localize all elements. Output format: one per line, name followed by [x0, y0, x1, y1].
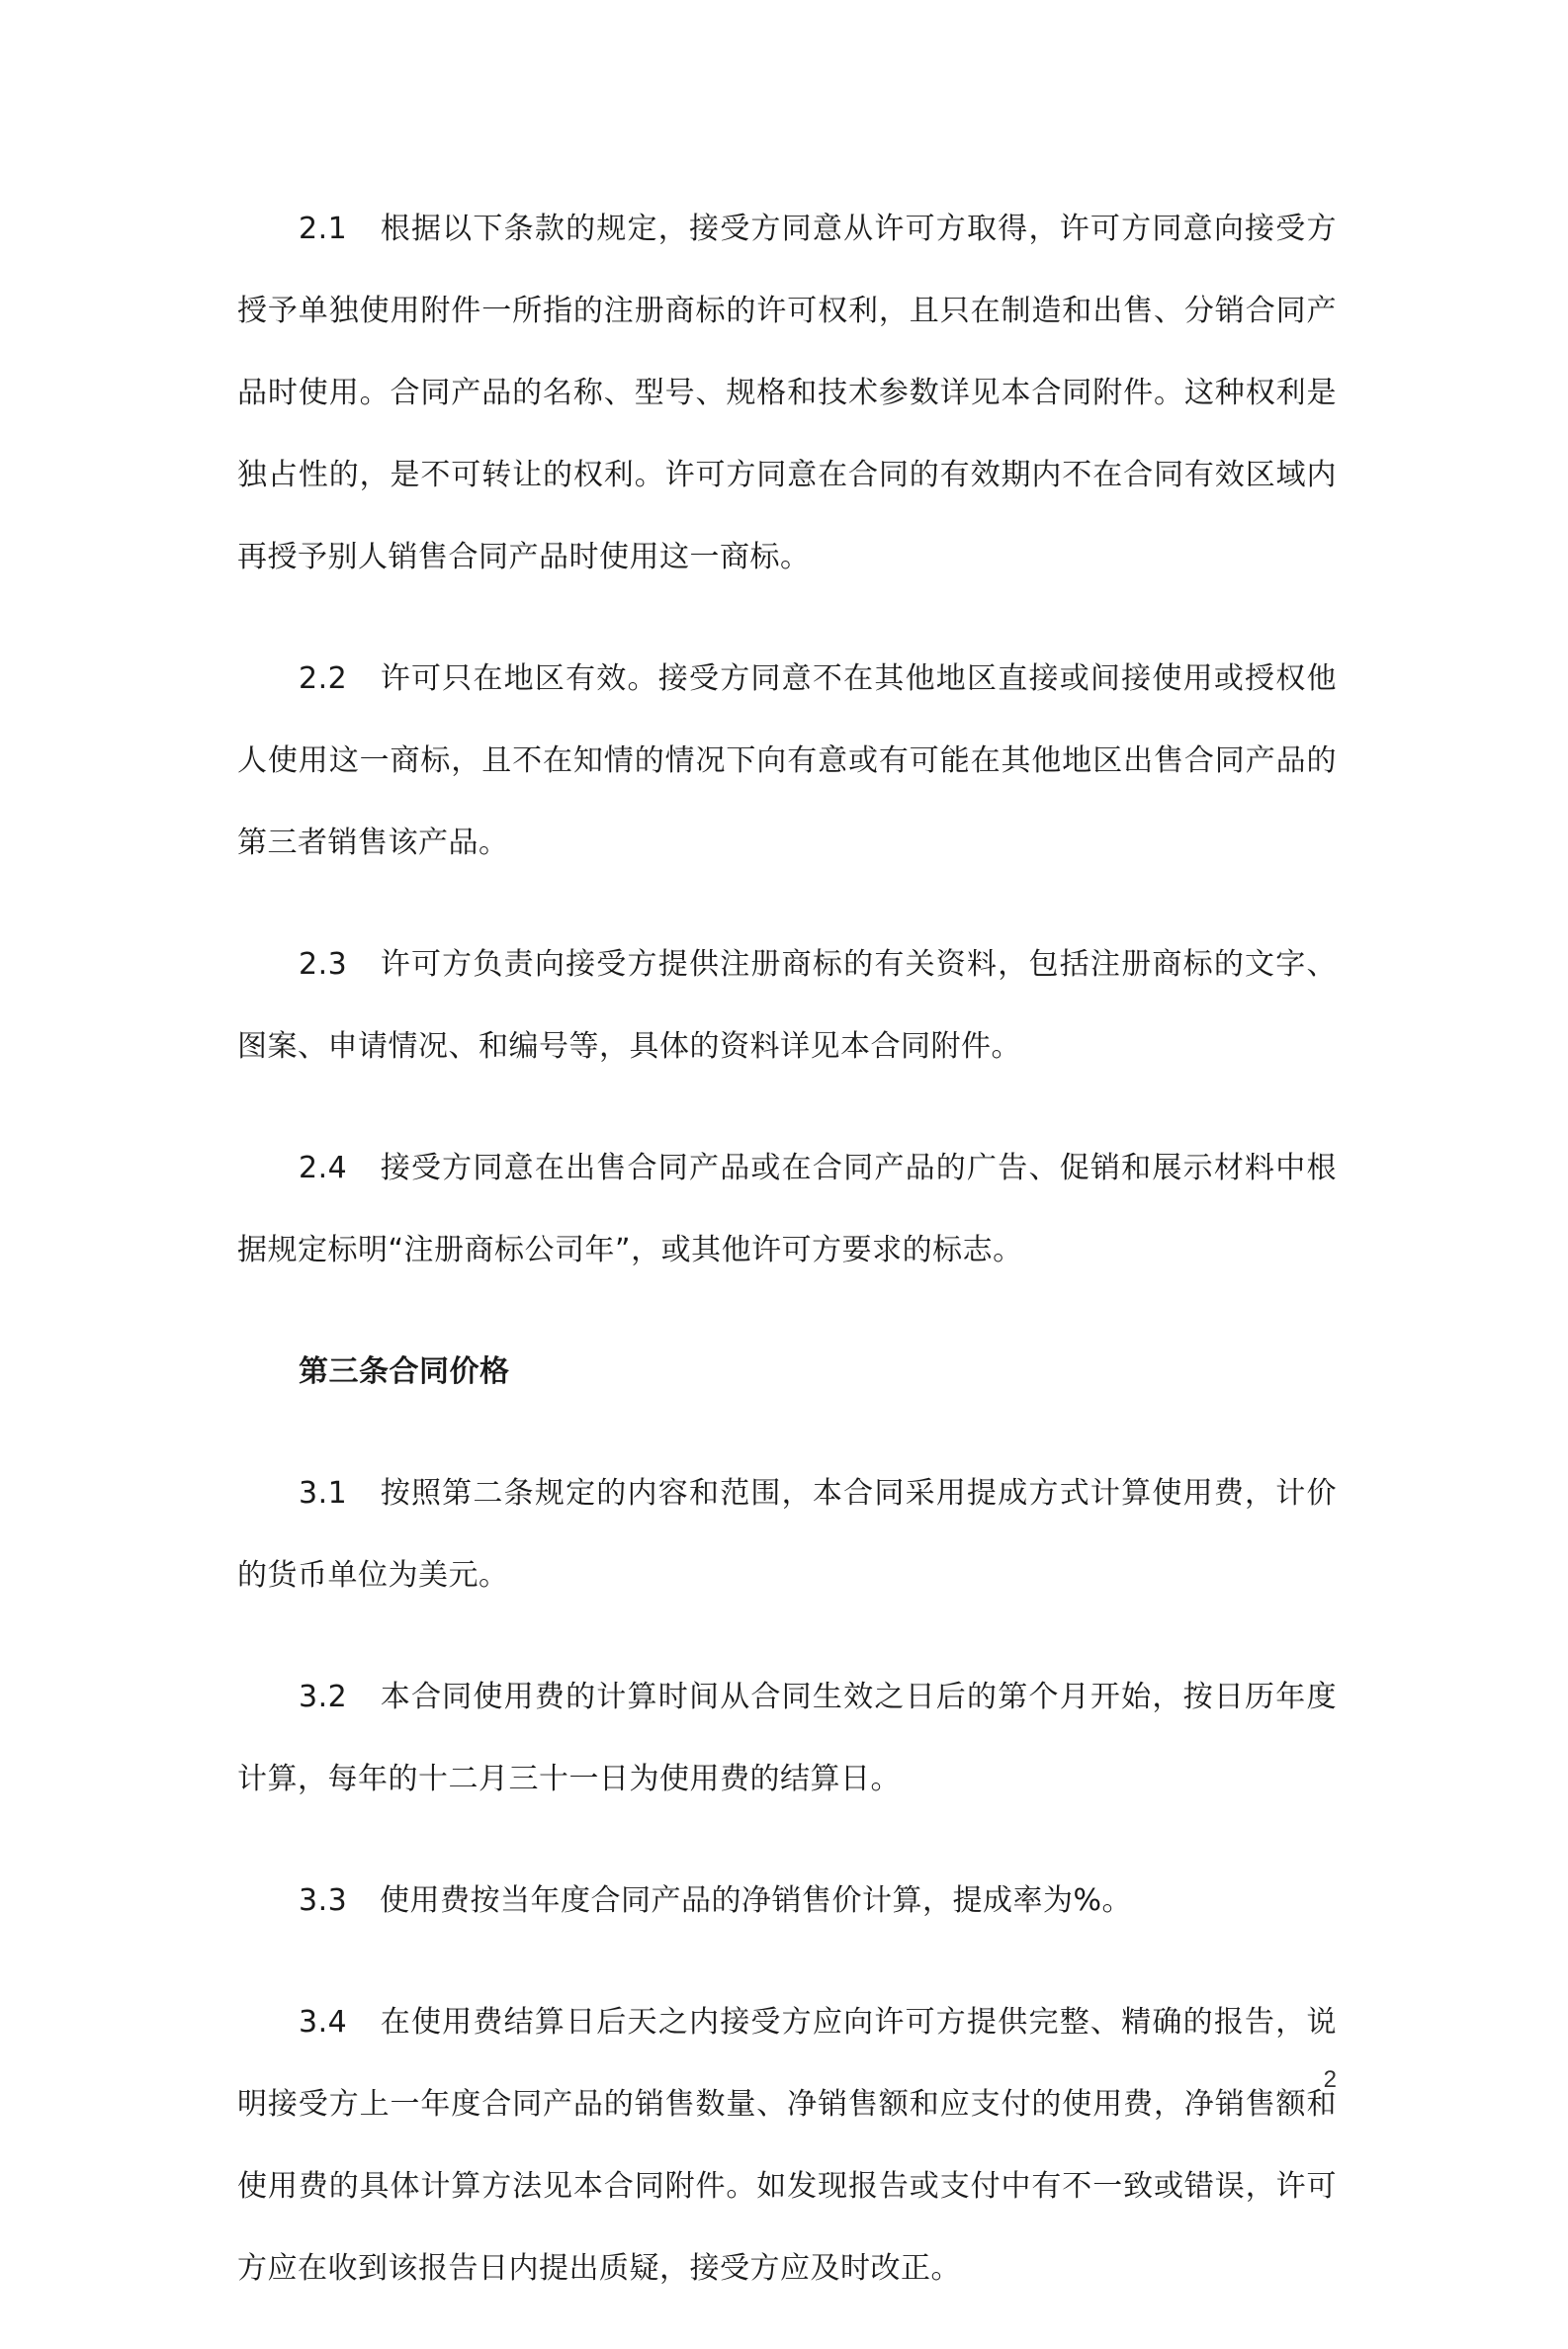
clause-2-2 — [237, 638, 1337, 884]
clause-number: 2.2 — [299, 661, 348, 696]
clause-3-2 — [237, 1656, 1337, 1820]
clause-2-3 — [237, 923, 1337, 1088]
clause-text: 本合同使用费的计算时间从合同生效之日后的第个月开始，按日历年度计算，每年的十二月三十一日为使用费的结算日。 — [237, 1680, 1337, 1796]
clause-number: 3.3 — [299, 1883, 348, 1918]
clause-text: 按照第二条规定的内容和范围，本合同采用提成方式计算使用费，计价的货币单位为美元。 — [237, 1476, 1337, 1593]
clause-text: 许可方负责向接受方提供注册商标的有关资料，包括注册商标的文字、图案、申请情况、和编号等，具体的资料详见本合同附件。 — [237, 947, 1337, 1064]
clause-3-1 — [237, 1452, 1337, 1616]
clause-text: 使用费按当年度合同产品的净销售价计算，提成率为%。 — [380, 1883, 1133, 1918]
clause-number: 2.3 — [299, 947, 348, 982]
clause-text: 在使用费结算日后天之内接受方应向许可方提供完整、精确的报告，说明接受方上一年度合同产品的销售数量、净销售额和应支付的使用费，净销售额和使用费的具体计算方法见本合同附件。如发现报告或支付中有不一致或错误，许可方应在收到该报告日内提出质疑，接受方应及时改正。 — [237, 2005, 1337, 2286]
clause-number: 3.1 — [299, 1476, 348, 1511]
clause-2-1 — [237, 188, 1337, 598]
clause-text: 根据以下条款的规定，接受方同意从许可方取得，许可方同意向接受方授予单独使用附件一所指的注册商标的许可权利，且只在制造和出售、分销合同产品时使用。合同产品的名称、型号、规格和技术参数详见本合同附件。这种权利是独占性的，是不可转让的权利。许可方同意在合同的有效期内不在合同有效区域内再授予别人销售合同产品时使用这一商标。 — [237, 212, 1337, 574]
page-number: 2 — [1323, 2066, 1337, 2093]
document-body — [237, 188, 1337, 2349]
clause-3-3 — [237, 1860, 1337, 1942]
section-heading: 第三条合同价格 — [299, 1354, 510, 1389]
clause-number: 2.4 — [299, 1151, 348, 1185]
clause-number: 2.1 — [299, 212, 348, 246]
clause-text: 接受方同意在出售合同产品或在合同产品的广告、促销和展示材料中根据规定标明“注册商标公司年”，或其他许可方要求的标志。 — [237, 1151, 1337, 1267]
clause-3-4 — [237, 1981, 1337, 2309]
clause-text: 许可只在地区有效。接受方同意不在其他地区直接或间接使用或授权他人使用这一商标，且不在知情的情况下向有意或有可能在其他地区出售合同产品的第三者销售该产品。 — [237, 661, 1337, 860]
clause-number: 3.2 — [299, 1680, 348, 1714]
clause-2-4 — [237, 1127, 1337, 1291]
clause-number: 3.4 — [299, 2005, 348, 2040]
